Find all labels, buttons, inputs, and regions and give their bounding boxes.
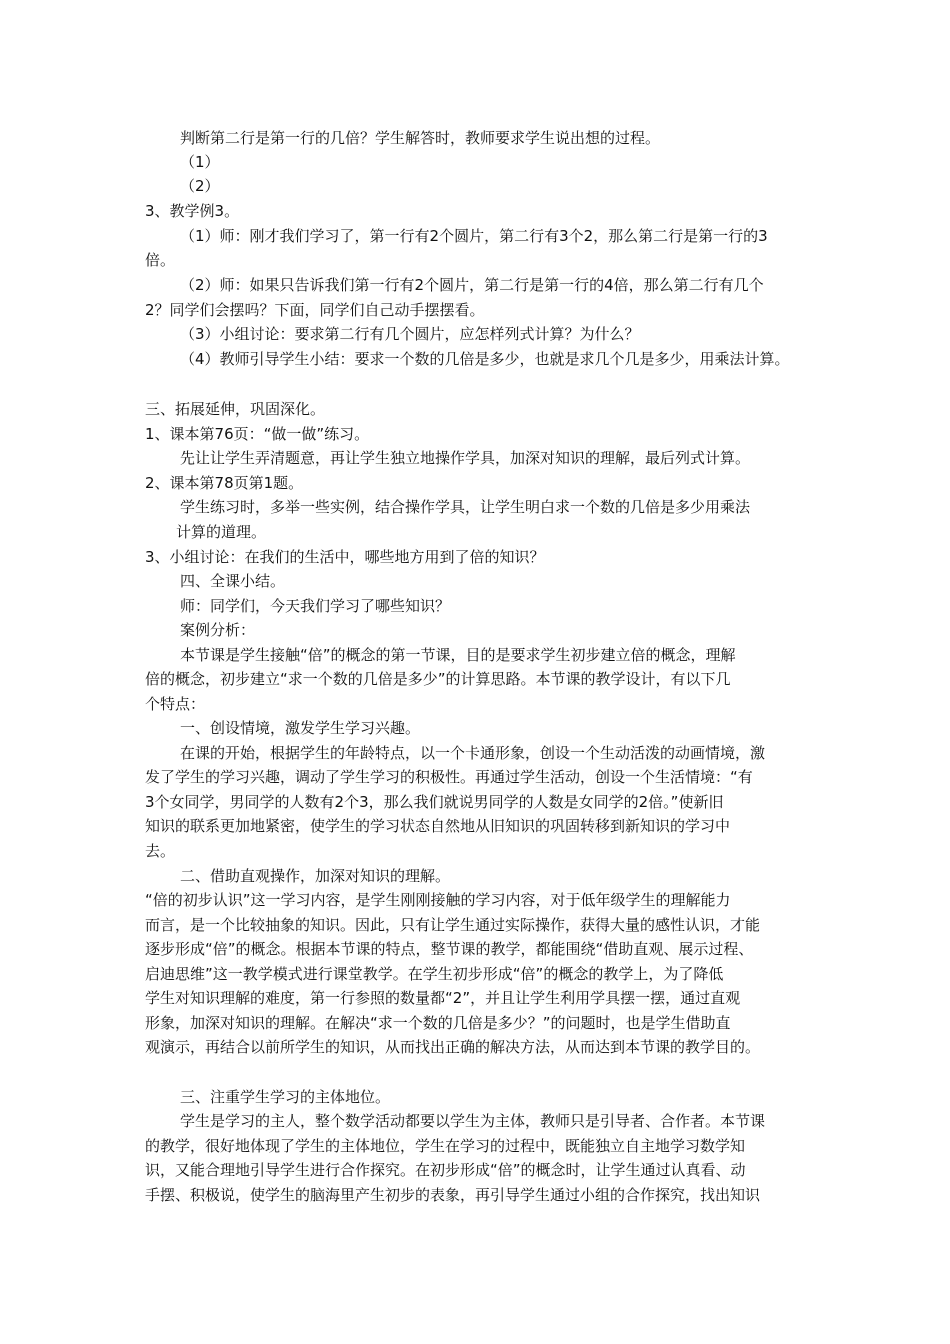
text-line: 3、教学例3。 [145, 202, 240, 220]
text-line: 倍的概念，初步建立“求一个数的几倍是多少”的计算思路。本节课的教学设计，有以下几 [145, 670, 731, 688]
text-line: “倍的初步认识”这一学习内容，是学生刚刚接触的学习内容，对于低年级学生的理解能力 [145, 891, 731, 909]
text-line: 去。 [145, 842, 176, 860]
text-line: 学生练习时，多举一些实例，结合操作学具，让学生明白求一个数的几倍是多少用乘法 [180, 498, 751, 516]
text-line: 2、课本第78页第1题。 [145, 474, 304, 492]
section-heading: 三、注重学生学习的主体地位。 [180, 1088, 391, 1106]
text-line: 识，又能合理地引导学生进行合作探究。在初步形成“倍”的概念时，让学生通过认真看、动 [145, 1161, 746, 1179]
text-line: （2） [180, 177, 220, 195]
text-line: 先让让学生弄清题意，再让学生独立地操作学具，加深对知识的理解，最后列式计算。 [180, 449, 751, 467]
text-line: （1） [180, 153, 220, 171]
section-heading: 一、创设情境，激发学生学习兴趣。 [180, 719, 421, 737]
text-line: 3、小组讨论：在我们的生活中，哪些地方用到了倍的知识？ [145, 548, 545, 566]
text-line: 而言，是一个比较抽象的知识。因此，只有让学生通过实际操作，获得大量的感性认识，才能 [145, 916, 761, 934]
text-line: 启迪思维”这一教学模式进行课堂教学。在学生初步形成“倍”的概念的教学上，为了降低 [145, 965, 724, 983]
text-line: 在课的开始，根据学生的年龄特点，以一个卡通形象，创设一个生动活泼的动画情境，激 [180, 744, 766, 762]
section-heading: 四、全课小结。 [180, 572, 286, 590]
text-line: 观演示，再结合以前所学生的知识，从而找出正确的解决方法，从而达到本节课的教学目的。 [145, 1038, 761, 1056]
text-line: 师：同学们，今天我们学习了哪些知识？ [180, 597, 451, 615]
text-line: 2？同学们会摆吗？下面，同学们自己动手摆摆看。 [145, 301, 485, 319]
text-line: 1、课本第76页：“做一做”练习。 [145, 425, 370, 443]
text-line: 知识的联系更加地紧密，使学生的学习状态自然地从旧知识的巩固转移到新知识的学习中 [145, 817, 731, 835]
text-line: （4）教师引导学生小结：要求一个数的几倍是多少，也就是求几个几是多少，用乘法计算。 [180, 350, 790, 368]
text-line: 案例分析： [180, 621, 256, 639]
text-line: 形象，加深对知识的理解。在解决“求一个数的几倍是多少？”的问题时，也是学生借助直 [145, 1014, 731, 1032]
text-line: 发了学生的学习兴趣，调动了学生学习的积极性。再通过学生活动，创设一个生活情境：“有 [145, 768, 753, 786]
text-line: 判断第二行是第一行的几倍？学生解答时，教师要求学生说出想的过程。 [180, 129, 661, 147]
text-line: 逐步形成“倍”的概念。根据本节课的特点，整节课的教学，都能围绕“借助直观、展示过程、 [145, 940, 754, 958]
text-line: 个特点： [145, 695, 206, 713]
text-line: 学生是学习的主人，整个数学活动都要以学生为主体，教师只是引导者、合作者。本节课 [180, 1112, 766, 1130]
section-heading: 三、拓展延伸，巩固深化。 [145, 400, 326, 418]
section-heading: 二、借助直观操作，加深对知识的理解。 [180, 867, 451, 885]
text-line: 3个女同学，男同学的人数有2个3，那么我们就说男同学的人数是女同学的2倍。”使新旧 [145, 793, 724, 811]
text-line: 的教学，很好地体现了学生的主体地位，学生在学习的过程中，既能独立自主地学习数学知 [145, 1137, 746, 1155]
text-line: （2）师：如果只告诉我们第一行有2个圆片，第二行是第一行的4倍，那么第二行有几个 [180, 276, 764, 294]
text-line: （1）师：刚才我们学习了，第一行有2个圆片，第二行有3个2，那么第二行是第一行的3 [180, 227, 768, 245]
text-line: 本节课是学生接触“倍”的概念的第一节课，目的是要求学生初步建立倍的概念，理解 [180, 646, 736, 664]
text-line: （3）小组讨论：要求第二行有几个圆片，应怎样列式计算？为什么？ [180, 325, 640, 343]
text-line: 学生对知识理解的难度，第一行参照的数量都“2”，并且让学生利用学具摆一摆，通过直观 [145, 989, 741, 1007]
text-line: 手摆、积极说，使学生的脑海里产生初步的表象，再引导学生通过小组的合作探究，找出知识 [145, 1186, 761, 1204]
text-line: 倍。 [145, 251, 176, 269]
text-line: 计算的道理。 [176, 523, 267, 541]
